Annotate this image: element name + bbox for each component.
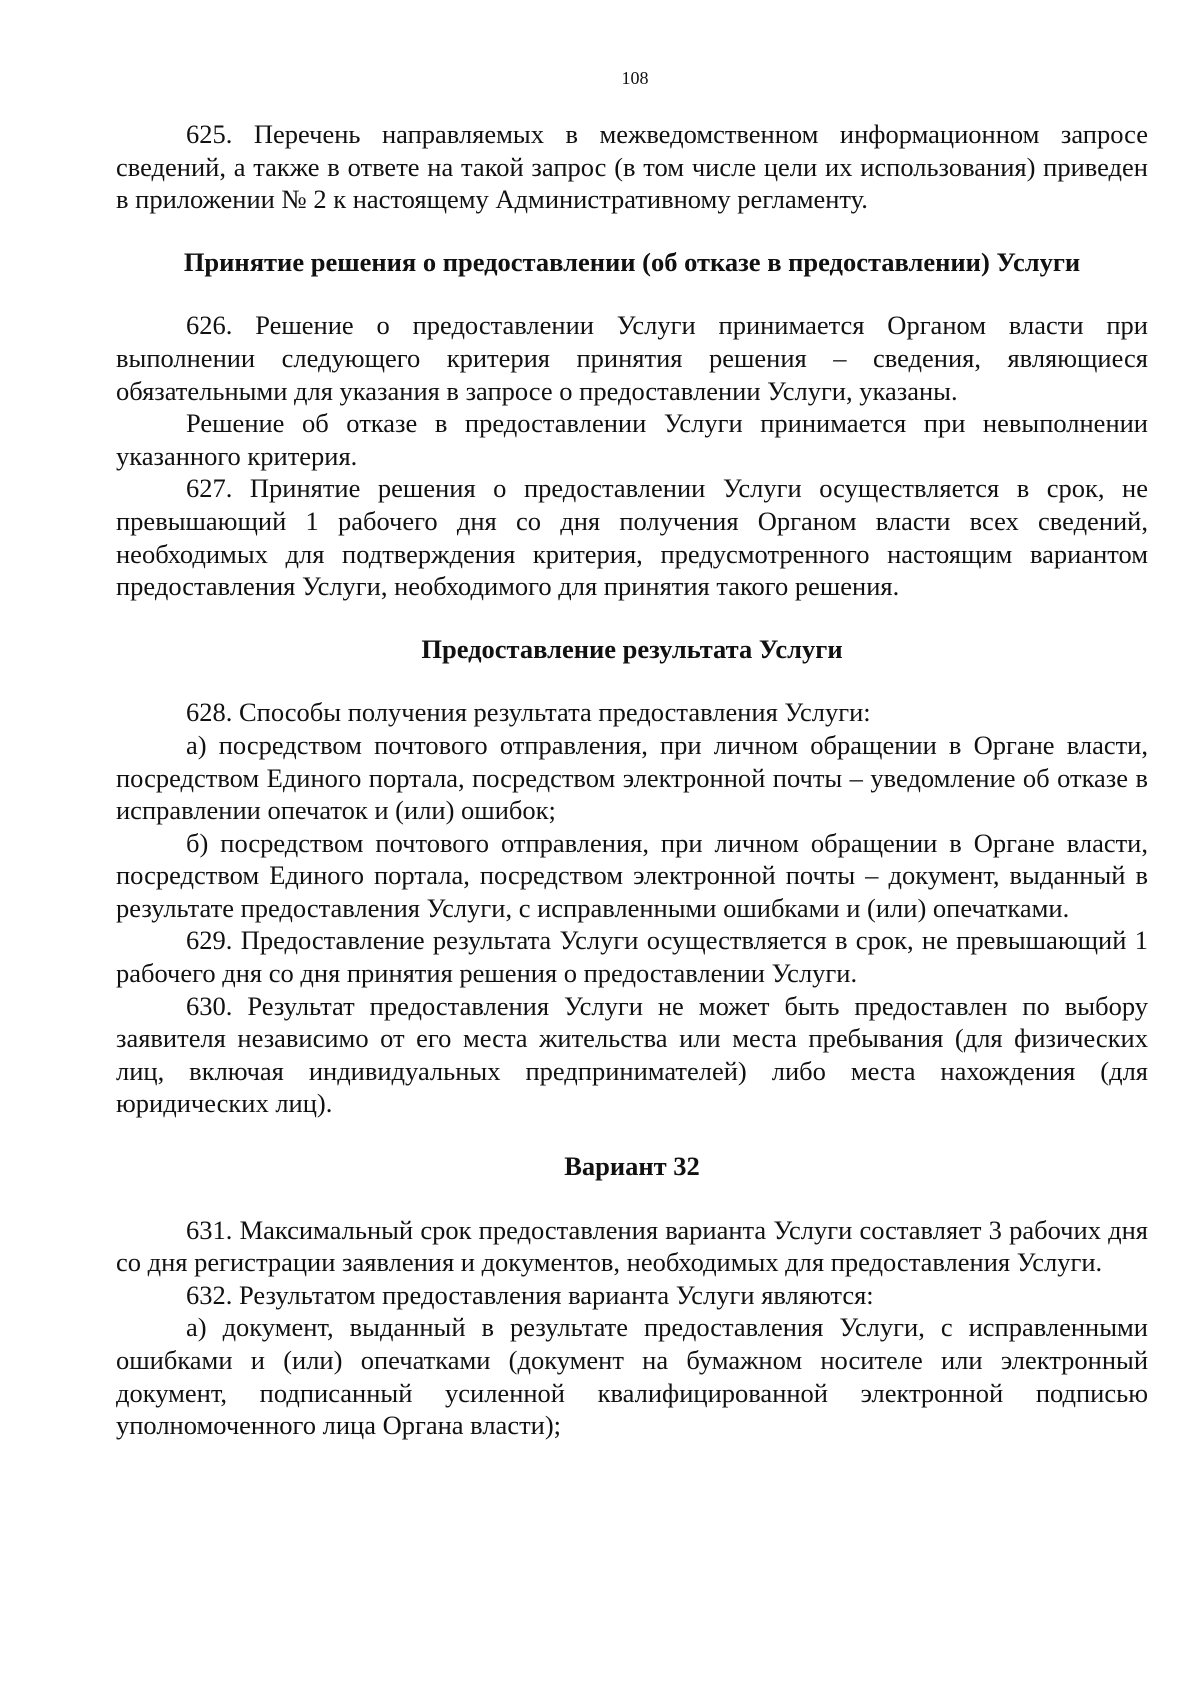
heading-decision: Принятие решения о предоставлении (об отказе в предоставлении) Услуги [183,246,1081,277]
paragraph-628-b: б) посредством почтового отправления, при личном обращении в Органе власти, посредством Единого портала, посредством электронной почты – документ, выданный в результате предоставления Услуги, с исправленными ошибками и (или) опечатками. [116,827,1148,923]
document-page [116,66,1148,1442]
paragraph-625: 625. Перечень направляемых в межведомственном информационном запросе сведений, а также в ответе на такой запрос (в том числе цели их использования) приведен в приложении № 2 к настоящему Административному регламенту. [116,119,1148,215]
paragraph-629: 629. Предоставление результата Услуги осуществляется в срок, не превышающий 1 рабочего дня со дня принятия решения о предоставлении Услуги. [116,925,1148,989]
page-number: 108 [621,68,649,88]
paragraph-632-a: а) документ, выданный в результате предоставления Услуги, с исправленными ошибками и (или) опечатками (документ на бумажном носителе или электронный документ, подписанный усиленной квалифицированной электронной подписью уполномоченного лица Органа власти); [116,1312,1148,1441]
heading-result: Предоставление результата Услуги [421,633,843,664]
paragraph-628: 628. Способы получения результата предоставления Услуги: [186,697,871,728]
paragraph-631: 631. Максимальный срок предоставления варианта Услуги составляет 3 рабочих дня со дня регистрации заявления и документов, необходимых для предоставления Услуги. [116,1214,1148,1278]
paragraph-refusal: Решение об отказе в предоставлении Услуги принимается при невыполнении указанного критерия. [116,408,1148,471]
paragraph-628-a: а) посредством почтового отправления, при личном обращении в Органе власти, посредством Единого портала, посредством электронной почты – уведомление об отказе в исправлении опечаток и (или) ошибок; [116,729,1148,826]
paragraph-630: 630. Результат предоставления Услуги не может быть предоставлен по выбору заявителя независимо от его места жительства или места пребывания (для физических лиц, включая индивидуальных предпринимателей) либо места нахождения (для юридических лиц). [116,990,1148,1119]
heading-variant-32: Вариант 32 [564,1151,700,1182]
paragraph-627: 627. Принятие решения о предоставлении Услуги осуществляется в срок, не превышающий 1 рабочего дня со дня получения Органом власти всех сведений, необходимых для подтверждения критерия, предусмотренного настоящим вариантом предоставления Услуги, необходимого для принятия такого решения. [116,473,1148,602]
paragraph-626: 626. Решение о предоставлении Услуги принимается Органом власти при выполнении следующего критерия принятия решения – сведения, являющиеся обязательными для указания в запросе о предоставлении Услуги, указаны. [116,310,1148,406]
paragraph-632: 632. Результатом предоставления варианта Услуги являются: [186,1279,874,1310]
